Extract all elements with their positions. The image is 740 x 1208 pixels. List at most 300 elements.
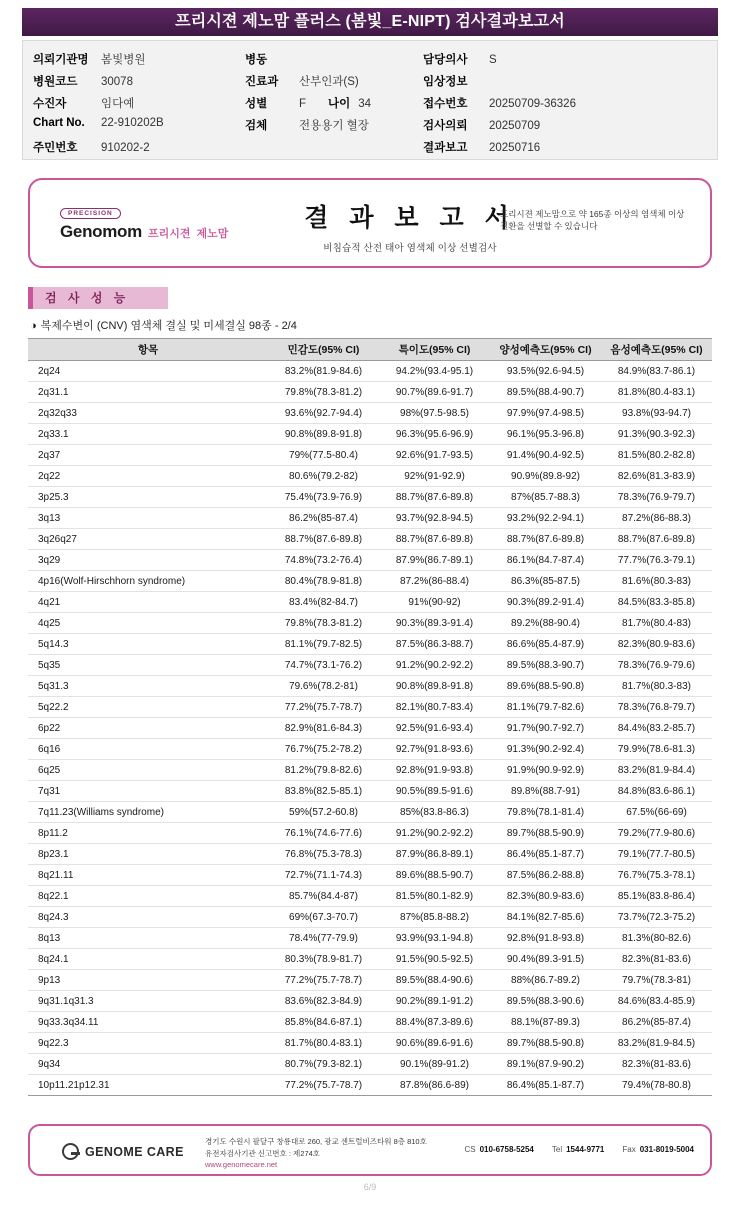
cell-value: 86.2%(85-87.4)	[268, 508, 379, 529]
cell-item: 2q37	[28, 445, 268, 466]
table-row	[28, 865, 712, 886]
logo-line	[60, 222, 270, 242]
cell-value: 92.8%(91.9-93.8)	[379, 760, 490, 781]
cell-value: 89.7%(88.5-90.8)	[490, 1033, 601, 1054]
table-row	[28, 676, 712, 697]
cell-value: 87%(85.8-88.2)	[379, 907, 490, 928]
cell-value: 79.9%(78.6-81.3)	[601, 739, 712, 760]
cell-value: 84.9%(83.7-86.1)	[601, 361, 712, 382]
cell-value: 87.8%(86.6-89)	[379, 1075, 490, 1096]
table-row	[28, 529, 712, 550]
footer-address	[205, 1136, 427, 1171]
cell-value: 86.6%(85.4-87.9)	[490, 634, 601, 655]
cell-item: 10p11.21p12.31	[28, 1075, 268, 1096]
patient-info-column-2	[245, 51, 425, 139]
info-sublabel: 나이	[328, 98, 351, 110]
cell-value: 83.2%(81.9-84.4)	[601, 760, 712, 781]
table-row	[28, 550, 712, 571]
info-label: 담당의사	[423, 54, 468, 66]
cell-item: 2q31.1	[28, 382, 268, 403]
cell-value: 77.2%(75.7-78.7)	[268, 697, 379, 718]
info-row	[423, 73, 713, 95]
cell-value: 97.9%(97.4-98.5)	[490, 403, 601, 424]
cell-item: 6q16	[28, 739, 268, 760]
info-row	[33, 51, 243, 73]
cell-value: 81.7%(80.4-83)	[601, 613, 712, 634]
cell-value: 92%(91-92.9)	[379, 466, 490, 487]
info-row	[33, 139, 243, 161]
cell-item: 3q26q27	[28, 529, 268, 550]
cell-value: 84.6%(83.4-85.9)	[601, 991, 712, 1012]
table-header	[28, 339, 712, 361]
info-row	[33, 73, 243, 95]
table-row	[28, 487, 712, 508]
cell-value: 73.7%(72.3-75.2)	[601, 907, 712, 928]
cell-value: 88.7%(87.6-89.8)	[601, 529, 712, 550]
cell-value: 90.3%(89.2-91.4)	[490, 592, 601, 613]
cell-item: 2q24	[28, 361, 268, 382]
cell-item: 2q32q33	[28, 403, 268, 424]
cell-value: 87.5%(86.3-88.7)	[379, 634, 490, 655]
cell-value: 87.5%(86.2-88.8)	[490, 865, 601, 886]
cell-value: 90.2%(89.1-91.2)	[379, 991, 490, 1012]
table-row	[28, 928, 712, 949]
section-subheading-label: 복제수변이 (CNV) 염색체 결실 및 미세결실 98종 - 2/4	[40, 320, 297, 332]
table-row	[28, 1075, 712, 1096]
cell-value: 82.3%(81-83.6)	[601, 949, 712, 970]
info-label: 주민번호	[33, 142, 78, 154]
cell-value: 90.9%(89.8-92)	[490, 466, 601, 487]
section-subheading	[30, 317, 297, 333]
table-body	[28, 361, 712, 1096]
cell-item: 8p23.1	[28, 844, 268, 865]
table-row	[28, 802, 712, 823]
info-label: 병동	[245, 54, 268, 66]
cell-value: 81.7%(80.3-83)	[601, 676, 712, 697]
cell-value: 91.7%(90.7-92.7)	[490, 718, 601, 739]
cell-value: 82.9%(81.6-84.3)	[268, 718, 379, 739]
cell-value: 83.4%(82-84.7)	[268, 592, 379, 613]
cell-value: 86.2%(85-87.4)	[601, 1012, 712, 1033]
page-number: 6/9	[363, 1182, 377, 1192]
patient-info-column-3	[423, 51, 713, 161]
cell-value: 91.3%(90.3-92.3)	[601, 424, 712, 445]
cell-item: 8p11.2	[28, 823, 268, 844]
cell-value: 59%(57.2-60.8)	[268, 802, 379, 823]
cell-value: 84.5%(83.3-85.8)	[601, 592, 712, 613]
table-row	[28, 886, 712, 907]
table-row	[28, 655, 712, 676]
cell-value: 79.2%(77.9-80.6)	[601, 823, 712, 844]
cell-value: 88.7%(87.6-89.8)	[268, 529, 379, 550]
cell-value: 79.7%(78.3-81)	[601, 970, 712, 991]
cell-value: 90.7%(89.6-91.7)	[379, 382, 490, 403]
cell-value: 86.4%(85.1-87.7)	[490, 844, 601, 865]
fax-contact	[622, 1145, 694, 1154]
cell-value: 90.8%(89.8-91.8)	[379, 676, 490, 697]
table-row	[28, 781, 712, 802]
info-value: 산부인과(S)	[299, 76, 359, 88]
cell-value: 85%(83.8-86.3)	[379, 802, 490, 823]
table-row	[28, 949, 712, 970]
cell-value: 89.5%(88.3-90.7)	[490, 655, 601, 676]
cell-value: 94.2%(93.4-95.1)	[379, 361, 490, 382]
column-header-npv: 음성예측도(95% CI)	[601, 339, 712, 361]
cell-value: 85.1%(83.8-86.4)	[601, 886, 712, 907]
cs-label: CS	[464, 1145, 476, 1154]
info-row	[423, 51, 713, 73]
table-row	[28, 1054, 712, 1075]
patient-info-column-1	[33, 51, 243, 161]
cell-value: 76.8%(75.3-78.3)	[268, 844, 379, 865]
table-row	[28, 907, 712, 928]
cell-value: 77.2%(75.7-78.7)	[268, 1075, 379, 1096]
cell-value: 89.7%(88.5-90.9)	[490, 823, 601, 844]
report-subtitle: 비침습적 산전 태아 염색체 이상 선별검사	[323, 243, 497, 254]
cell-value: 91%(90-92)	[379, 592, 490, 613]
cell-value: 92.7%(91.8-93.6)	[379, 739, 490, 760]
cell-item: 8q22.1	[28, 886, 268, 907]
cell-value: 80.3%(78.9-81.7)	[268, 949, 379, 970]
info-row	[245, 117, 425, 139]
report-banner	[28, 178, 712, 268]
cell-value: 92.5%(91.6-93.4)	[379, 718, 490, 739]
cell-value: 90.4%(89.3-91.5)	[490, 949, 601, 970]
precision-badge: PRECISION	[60, 208, 121, 219]
info-value: F	[299, 98, 307, 110]
cell-item: 8q24.3	[28, 907, 268, 928]
table-row	[28, 1012, 712, 1033]
cell-value: 79.8%(78.3-81.2)	[268, 382, 379, 403]
cell-item: 8q13	[28, 928, 268, 949]
tel-contact	[552, 1145, 605, 1154]
column-header-ppv: 양성예측도(95% CI)	[490, 339, 601, 361]
cell-value: 81.5%(80.2-82.8)	[601, 445, 712, 466]
cell-value: 76.7%(75.2-78.2)	[268, 739, 379, 760]
cell-value: 77.7%(76.3-79.1)	[601, 550, 712, 571]
cell-value: 81.2%(79.8-82.6)	[268, 760, 379, 781]
table-row	[28, 466, 712, 487]
column-header-sensitivity: 민감도(95% CI)	[268, 339, 379, 361]
cell-item: 8q24.1	[28, 949, 268, 970]
cell-item: 6p22	[28, 718, 268, 739]
info-label: 성별	[245, 98, 268, 110]
info-label: 병원코드	[33, 76, 78, 88]
cell-value: 89.5%(88.3-90.6)	[490, 991, 601, 1012]
cell-value: 76.7%(75.3-78.1)	[601, 865, 712, 886]
cell-value: 92.6%(91.7-93.5)	[379, 445, 490, 466]
info-value: 22-910202B	[101, 117, 164, 129]
cell-value: 81.5%(80.1-82.9)	[379, 886, 490, 907]
cell-item: 2q33.1	[28, 424, 268, 445]
cell-value: 91.2%(90.2-92.2)	[379, 823, 490, 844]
table-row	[28, 823, 712, 844]
cell-value: 72.7%(71.1-74.3)	[268, 865, 379, 886]
fax-value: 031-8019-5004	[639, 1145, 694, 1154]
info-row	[423, 139, 713, 161]
cell-value: 82.3%(80.9-83.6)	[490, 886, 601, 907]
cell-value: 82.3%(80.9-83.6)	[601, 634, 712, 655]
cell-value: 79.1%(77.7-80.5)	[601, 844, 712, 865]
fax-label: Fax	[622, 1145, 636, 1154]
cell-value: 90.8%(89.8-91.8)	[268, 424, 379, 445]
cell-value: 93.5%(92.6-94.5)	[490, 361, 601, 382]
cell-value: 79%(77.5-80.4)	[268, 445, 379, 466]
table-row	[28, 697, 712, 718]
info-label: 수진자	[33, 98, 67, 110]
logo-korean-prefix: 프리시젼	[147, 228, 191, 240]
cell-item: 5q31.3	[28, 676, 268, 697]
cell-value: 89.2%(88-90.4)	[490, 613, 601, 634]
patient-info-panel	[22, 40, 718, 160]
info-row	[33, 95, 243, 117]
cell-value: 96.3%(95.6-96.9)	[379, 424, 490, 445]
table-row	[28, 445, 712, 466]
cell-value: 93.9%(93.1-94.8)	[379, 928, 490, 949]
genome-care-logo	[62, 1143, 184, 1160]
cell-value: 81.6%(80.3-83)	[601, 571, 712, 592]
column-header-item: 항목	[28, 339, 268, 361]
cell-value: 79.8%(78.1-81.4)	[490, 802, 601, 823]
info-label: Chart No.	[33, 117, 85, 129]
cell-value: 88.7%(87.6-89.8)	[490, 529, 601, 550]
cell-value: 79.8%(78.3-81.2)	[268, 613, 379, 634]
cell-item: 5q35	[28, 655, 268, 676]
cell-item: 9q22.3	[28, 1033, 268, 1054]
info-row	[423, 117, 713, 139]
bullet-icon: ◑	[30, 320, 37, 332]
genomom-logo	[60, 202, 270, 242]
info-row	[245, 73, 425, 95]
cell-value: 83.8%(82.5-85.1)	[268, 781, 379, 802]
table-row	[28, 382, 712, 403]
cell-value: 85.7%(84.4-87)	[268, 886, 379, 907]
info-label: 검체	[245, 120, 268, 132]
performance-table	[28, 338, 712, 1096]
info-subvalue: 34	[358, 98, 372, 110]
cell-item: 4q25	[28, 613, 268, 634]
cell-value: 87.9%(86.7-89.1)	[379, 550, 490, 571]
table-row	[28, 718, 712, 739]
website-link[interactable]: www.genomecare.net	[205, 1160, 278, 1170]
cell-value: 89.6%(88.5-90.8)	[490, 676, 601, 697]
info-label: 진료과	[245, 76, 279, 88]
cell-value: 82.3%(81-83.6)	[601, 1054, 712, 1075]
cell-value: 93.2%(92.2-94.1)	[490, 508, 601, 529]
genome-care-wordmark: GENOME CARE	[85, 1144, 184, 1159]
cell-item: 6q25	[28, 760, 268, 781]
section-heading	[28, 287, 168, 309]
info-label: 결과보고	[423, 142, 468, 154]
cell-value: 83.2%(81.9-84.5)	[601, 1033, 712, 1054]
cell-item: 7q11.23(Williams syndrome)	[28, 802, 268, 823]
cell-value: 83.6%(82.3-84.9)	[268, 991, 379, 1012]
cell-value: 82.1%(80.7-83.4)	[379, 697, 490, 718]
cell-item: 9p13	[28, 970, 268, 991]
cell-value: 67.5%(66-69)	[601, 802, 712, 823]
cell-value: 80.4%(78.9-81.8)	[268, 571, 379, 592]
cell-value: 84.1%(82.7-85.6)	[490, 907, 601, 928]
cell-value: 87.9%(86.8-89.1)	[379, 844, 490, 865]
cell-value: 84.8%(83.6-86.1)	[601, 781, 712, 802]
cell-value: 89.6%(88.5-90.7)	[379, 865, 490, 886]
cell-item: 3q29	[28, 550, 268, 571]
cell-value: 86.3%(85-87.5)	[490, 571, 601, 592]
cs-value: 010-6758-5254	[479, 1145, 534, 1154]
cell-value: 90.3%(89.3-91.4)	[379, 613, 490, 634]
info-row	[33, 117, 243, 139]
cell-value: 86.4%(85.1-87.7)	[490, 1075, 601, 1096]
cell-value: 87%(85.7-88.3)	[490, 487, 601, 508]
cell-value: 85.8%(84.6-87.1)	[268, 1012, 379, 1033]
cell-value: 86.1%(84.7-87.4)	[490, 550, 601, 571]
info-row	[423, 95, 713, 117]
cell-value: 92.8%(91.8-93.8)	[490, 928, 601, 949]
info-value: 910202-2	[101, 142, 150, 154]
cell-value: 98%(97.5-98.5)	[379, 403, 490, 424]
cell-item: 9q31.1q31.3	[28, 991, 268, 1012]
table-header-row	[28, 339, 712, 361]
table-row	[28, 508, 712, 529]
performance-table-wrapper	[28, 338, 712, 1096]
cell-item: 4p16(Wolf-Hirschhorn syndrome)	[28, 571, 268, 592]
info-row-gender-age	[245, 95, 425, 117]
cell-value: 93.6%(92.7-94.4)	[268, 403, 379, 424]
table-row	[28, 403, 712, 424]
info-value: 20250709-36326	[489, 98, 576, 110]
cell-value: 88.7%(87.6-89.8)	[379, 487, 490, 508]
info-value: 20250709	[489, 120, 541, 132]
cell-item: 9q34	[28, 1054, 268, 1075]
info-label: 접수번호	[423, 98, 468, 110]
info-value: 20250716	[489, 142, 541, 154]
cell-value: 84.4%(83.2-85.7)	[601, 718, 712, 739]
info-label: 의뢰기관명	[33, 54, 89, 66]
cell-value: 91.4%(90.4-92.5)	[490, 445, 601, 466]
tel-value: 1544-9771	[566, 1145, 605, 1154]
info-label: 임상정보	[423, 76, 468, 88]
table-row	[28, 1033, 712, 1054]
report-title: 결 과 보 고 서	[304, 204, 516, 232]
cell-value: 76.1%(74.6-77.6)	[268, 823, 379, 844]
page-title: 프리시젼 제노맘 플러스 (봄빛_E-NIPT) 검사결과보고서	[22, 8, 718, 36]
cell-item: 2q22	[28, 466, 268, 487]
cell-value: 91.3%(90.2-92.4)	[490, 739, 601, 760]
table-row	[28, 592, 712, 613]
cell-value: 74.8%(73.2-76.4)	[268, 550, 379, 571]
cell-value: 78.3%(76.9-79.7)	[601, 487, 712, 508]
cell-item: 7q31	[28, 781, 268, 802]
table-row	[28, 634, 712, 655]
info-row	[245, 51, 425, 73]
info-label: 검사의뢰	[423, 120, 468, 132]
section-heading-label: 검 사 성 능	[45, 291, 130, 305]
cell-value: 88%(86.7-89.2)	[490, 970, 601, 991]
table-row	[28, 991, 712, 1012]
cell-item: 8q21.11	[28, 865, 268, 886]
logo-wordmark: Genomom	[60, 222, 142, 241]
cell-value: 88.7%(87.6-89.8)	[379, 529, 490, 550]
cell-value: 87.2%(86-88.3)	[601, 508, 712, 529]
cell-value: 80.6%(79.2-82)	[268, 466, 379, 487]
table-row	[28, 361, 712, 382]
cell-value: 81.1%(79.7-82.6)	[490, 697, 601, 718]
table-row	[28, 424, 712, 445]
table-row	[28, 739, 712, 760]
table-row	[28, 613, 712, 634]
cell-value: 81.8%(80.4-83.1)	[601, 382, 712, 403]
cell-item: 5q14.3	[28, 634, 268, 655]
cell-value: 78.3%(76.8-79.7)	[601, 697, 712, 718]
info-value: 임다예	[101, 98, 135, 110]
address-line-2: 유전자검사기관 신고번호 : 제274호	[205, 1148, 321, 1158]
logo-korean-suffix: 제노맘	[196, 228, 229, 240]
cell-value: 93.8%(93-94.7)	[601, 403, 712, 424]
info-value: 30078	[101, 76, 133, 88]
info-value: 전용용기 혈장	[299, 120, 369, 132]
cell-value: 89.8%(88.7-91)	[490, 781, 601, 802]
cell-value: 90.6%(89.6-91.6)	[379, 1033, 490, 1054]
cell-value: 78.4%(77-79.9)	[268, 928, 379, 949]
cell-value: 89.5%(88.4-90.7)	[490, 382, 601, 403]
address-line-1: 경기도 수원시 팔달구 창룡대로 260, 광교 센트럴비즈타워 8층 810호	[205, 1137, 427, 1146]
cell-item: 3q13	[28, 508, 268, 529]
cell-value: 88.4%(87.3-89.6)	[379, 1012, 490, 1033]
cell-value: 74.7%(73.1-76.2)	[268, 655, 379, 676]
cell-value: 96.1%(95.3-96.8)	[490, 424, 601, 445]
cell-value: 87.2%(86-88.4)	[379, 571, 490, 592]
cell-value: 90.1%(89-91.2)	[379, 1054, 490, 1075]
table-row	[28, 844, 712, 865]
info-value: S	[489, 54, 497, 66]
table-row	[28, 970, 712, 991]
cell-value: 91.5%(90.5-92.5)	[379, 949, 490, 970]
cell-value: 81.3%(80-82.6)	[601, 928, 712, 949]
cell-value: 79.4%(78-80.8)	[601, 1075, 712, 1096]
cell-value: 80.7%(79.3-82.1)	[268, 1054, 379, 1075]
cell-value: 90.5%(89.5-91.6)	[379, 781, 490, 802]
cell-value: 93.7%(92.8-94.5)	[379, 508, 490, 529]
column-header-specificity: 특이도(95% CI)	[379, 339, 490, 361]
footer-contacts	[464, 1145, 694, 1154]
cs-contact	[464, 1145, 533, 1154]
cell-value: 91.9%(90.9-92.9)	[490, 760, 601, 781]
info-value: 봄빛병원	[101, 54, 146, 66]
cell-value: 82.6%(81.3-83.9)	[601, 466, 712, 487]
table-row	[28, 571, 712, 592]
cell-value: 89.5%(88.4-90.6)	[379, 970, 490, 991]
genome-care-mark-icon	[62, 1143, 79, 1160]
cell-value: 89.1%(87.9-90.2)	[490, 1054, 601, 1075]
cell-item: 3p25.3	[28, 487, 268, 508]
cell-value: 91.2%(90.2-92.2)	[379, 655, 490, 676]
cell-value: 69%(67.3-70.7)	[268, 907, 379, 928]
cell-value: 81.7%(80.4-83.1)	[268, 1033, 379, 1054]
cell-item: 9q33.3q34.11	[28, 1012, 268, 1033]
table-row	[28, 760, 712, 781]
cell-value: 81.1%(79.7-82.5)	[268, 634, 379, 655]
cell-item: 4q21	[28, 592, 268, 613]
footer-panel	[28, 1124, 712, 1176]
report-note: 프리시젼 제노맘으로 약 165종 이상의 염색체 이상질환을 선별할 수 있습니다	[500, 209, 685, 232]
cell-value: 83.2%(81.9-84.6)	[268, 361, 379, 382]
cell-value: 77.2%(75.7-78.7)	[268, 970, 379, 991]
tel-label: Tel	[551, 1145, 563, 1154]
cell-value: 79.6%(78.2-81)	[268, 676, 379, 697]
cell-value: 78.3%(76.9-79.6)	[601, 655, 712, 676]
cell-value: 88.1%(87-89.3)	[490, 1012, 601, 1033]
cell-value: 75.4%(73.9-76.9)	[268, 487, 379, 508]
